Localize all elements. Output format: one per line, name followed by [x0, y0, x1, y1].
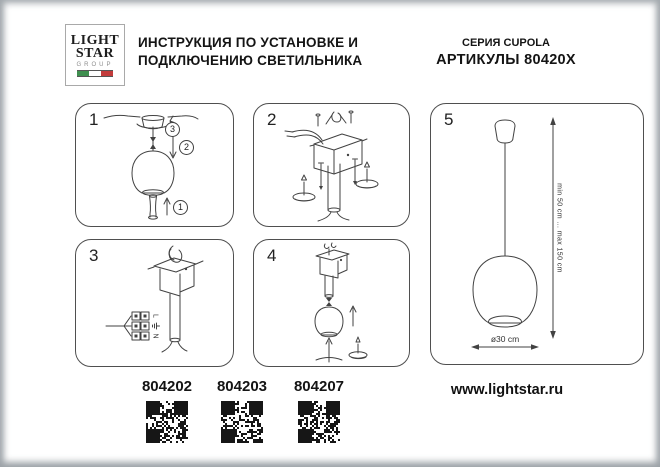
logo-word-light: LIGHT [70, 32, 120, 48]
step4-drawing [254, 240, 409, 366]
qr-code-804203 [221, 401, 263, 443]
arrow-up-icon [164, 198, 170, 215]
articles-label: АРТИКУЛЫ 80420X [436, 52, 576, 68]
step-panel-2 [253, 103, 410, 227]
callout-1: 1 [173, 200, 188, 215]
article-code: 804207 [293, 378, 345, 395]
height-dimension-label: min 50 cm ... max 150 cm [555, 183, 563, 273]
mounting-bracket [310, 134, 367, 174]
step-number-5: 5 [444, 110, 454, 129]
step-panel-1 [75, 103, 234, 227]
step-number-1: 1 [89, 110, 99, 129]
terminal-label-n: N [151, 333, 159, 339]
step-panel-3 [75, 239, 234, 367]
terminal-block [132, 312, 149, 340]
arrow-down-icon [170, 136, 176, 158]
title-line-2: ПОДКЛЮЧЕНИЮ СВЕТИЛЬНИКА [138, 53, 363, 68]
long-screws [319, 159, 358, 190]
header-right [416, 37, 596, 68]
website-url: www.lightstar.ru [450, 382, 564, 398]
snap-arrows-icon [326, 298, 332, 306]
canopy-part [349, 337, 367, 359]
lamp-shade [473, 256, 537, 327]
step2-drawing [254, 104, 409, 226]
lamp-shade [132, 151, 174, 195]
logo-word-group: GROUP [76, 61, 114, 68]
step5-drawing [431, 104, 643, 364]
rod-below [316, 338, 342, 362]
step-panel-4 [253, 239, 410, 367]
logo-word-star: STAR [75, 45, 115, 61]
height-dimension [550, 117, 562, 339]
article-code: 804203 [216, 378, 268, 395]
mounting-bracket [316, 250, 349, 278]
callout-3: 3 [165, 122, 180, 137]
lamp-shade [315, 307, 343, 337]
step-number-4: 4 [267, 246, 277, 265]
step-panel-5 [430, 103, 644, 365]
article-item-804202 [127, 378, 207, 443]
supply-wire [106, 316, 131, 336]
italian-flag-stripe [77, 70, 113, 77]
earth-ground-icon [153, 323, 160, 329]
qr-code-804202 [146, 401, 188, 443]
mounting-bracket [148, 258, 203, 296]
arrow-up-icon [350, 306, 356, 326]
wall-anchor-right [356, 162, 378, 188]
ceiling-cup [495, 120, 515, 143]
terminal-labels [152, 314, 160, 338]
article-item-804207 [279, 378, 359, 443]
series-label: СЕРИЯ CUPOLA [462, 37, 550, 49]
step3-drawing [76, 240, 233, 366]
rod-tube [325, 276, 333, 297]
rod-tube [162, 294, 187, 352]
lightstar-logo [65, 24, 125, 86]
diffuser-stem [149, 195, 158, 219]
diameter-dimension [471, 334, 539, 350]
hook-wire [326, 112, 346, 124]
wires-top [324, 243, 336, 255]
article-item-804203 [202, 378, 282, 443]
page-title [138, 34, 362, 70]
top-screws [316, 111, 353, 126]
supply-wires [285, 130, 323, 144]
step-number-2: 2 [267, 110, 277, 129]
diameter-dimension-label: ø30 cm [490, 334, 520, 344]
terminal-label-l: L [151, 314, 159, 318]
callout-2: 2 [179, 140, 194, 155]
wall-anchor-left [293, 175, 315, 201]
step-number-3: 3 [89, 246, 99, 265]
title-line-1: ИНСТРУКЦИЯ ПО УСТАНОВКЕ И [138, 35, 359, 50]
step1-drawing [76, 104, 233, 226]
article-code: 804202 [141, 378, 193, 395]
qr-code-804207 [298, 401, 340, 443]
